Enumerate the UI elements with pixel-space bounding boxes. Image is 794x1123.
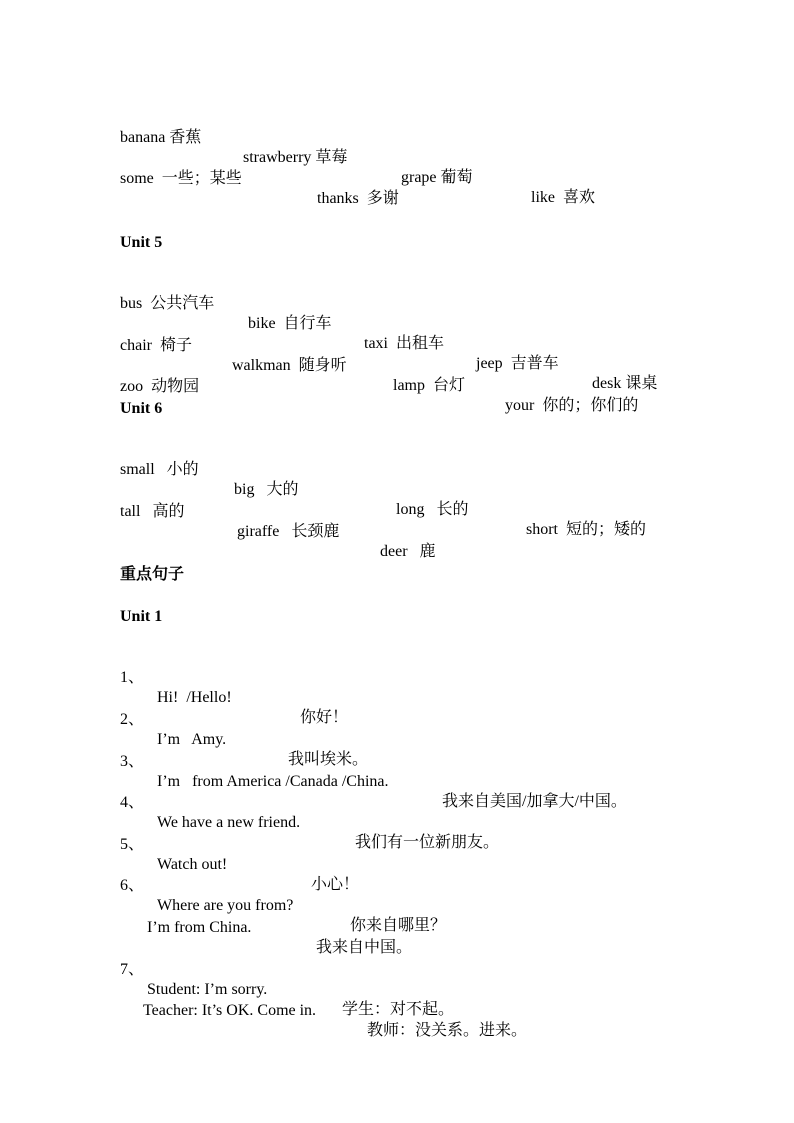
sentence-number: 7、 bbox=[120, 961, 145, 978]
sentence-english: I’m Amy. bbox=[157, 731, 227, 748]
vocab-word: thanks 多谢 bbox=[317, 190, 399, 207]
vocab-word: desk 课桌 bbox=[592, 375, 658, 392]
vocab-word: small 小的 bbox=[120, 461, 199, 478]
unit1-heading: Unit 1 bbox=[120, 608, 163, 625]
vocab-word: some 一些；某些 bbox=[120, 170, 242, 187]
vocab-word: taxi 出租车 bbox=[364, 335, 444, 352]
unit6-heading: Unit 6 bbox=[120, 400, 163, 417]
vocab-word: banana 香蕉 bbox=[120, 129, 202, 146]
unit5-heading: Unit 5 bbox=[120, 234, 163, 251]
sentence-english: I’m from America /Canada /China. bbox=[157, 773, 389, 790]
sentence-english: Where are you from? bbox=[157, 897, 294, 914]
sentence-row bbox=[0, 648, 794, 726]
sentence-chinese: 我来自美国/加拿大/中国。 bbox=[442, 793, 627, 810]
sentence-english: Hi! /Hello! bbox=[157, 689, 232, 706]
sentence-number: 2、 bbox=[120, 711, 145, 728]
vocab-word: walkman 随身听 bbox=[232, 357, 347, 374]
sentence-number: 3、 bbox=[120, 753, 145, 770]
sentence-number: 6、 bbox=[120, 877, 145, 894]
vocab-word: lamp 台灯 bbox=[393, 377, 465, 394]
vocab-word: deer 鹿 bbox=[380, 543, 436, 560]
sentence-english: Student: I’m sorry. bbox=[147, 981, 268, 998]
vocab-word: your 你的；你们的 bbox=[505, 397, 639, 414]
sentence-english: I’m from China. bbox=[147, 919, 252, 936]
key-sentences-heading: 重点句子 bbox=[120, 566, 185, 583]
sentence-chinese: 教师：没关系。进来。 bbox=[367, 1022, 528, 1039]
vocab-word: long 长的 bbox=[396, 501, 469, 518]
sentence-english: We have a new friend. bbox=[157, 814, 301, 831]
vocab-word: bike 自行车 bbox=[248, 315, 332, 332]
vocab-word: big 大的 bbox=[234, 481, 299, 498]
sentence-chinese: 我来自中国。 bbox=[316, 939, 413, 956]
vocab-word: like 喜欢 bbox=[531, 189, 595, 206]
sentence-chinese: 学生：对不起。 bbox=[342, 1001, 455, 1018]
sentence-chinese: 小心！ bbox=[311, 876, 360, 893]
vocab-word: short 短的；矮的 bbox=[526, 521, 647, 538]
sentence-english: Teacher: It’s OK. Come in. bbox=[143, 1002, 317, 1019]
sentence-english: Watch out! bbox=[157, 856, 228, 873]
vocab-word: tall 高的 bbox=[120, 503, 185, 520]
sentence-chinese: 你来自哪里？ bbox=[350, 917, 447, 934]
sentence-chinese: 我叫埃米。 bbox=[288, 751, 369, 768]
vocab-word: chair 椅子 bbox=[120, 337, 192, 354]
vocab-word: zoo 动物园 bbox=[120, 378, 200, 395]
sentence-number: 5、 bbox=[120, 836, 145, 853]
sentence-chinese: 你好！ bbox=[300, 709, 349, 726]
vocab-word: grape 葡萄 bbox=[401, 169, 473, 186]
vocab-word: giraffe 长颈鹿 bbox=[237, 523, 340, 540]
sentence-number: 4、 bbox=[120, 794, 145, 811]
vocab-word: bus 公共汽车 bbox=[120, 295, 215, 312]
vocab-word: jeep 吉普车 bbox=[476, 355, 559, 372]
sentence-chinese: 我们有一位新朋友。 bbox=[355, 834, 500, 851]
vocab-word: strawberry 草莓 bbox=[243, 149, 348, 166]
sentence-number: 1、 bbox=[120, 669, 145, 686]
